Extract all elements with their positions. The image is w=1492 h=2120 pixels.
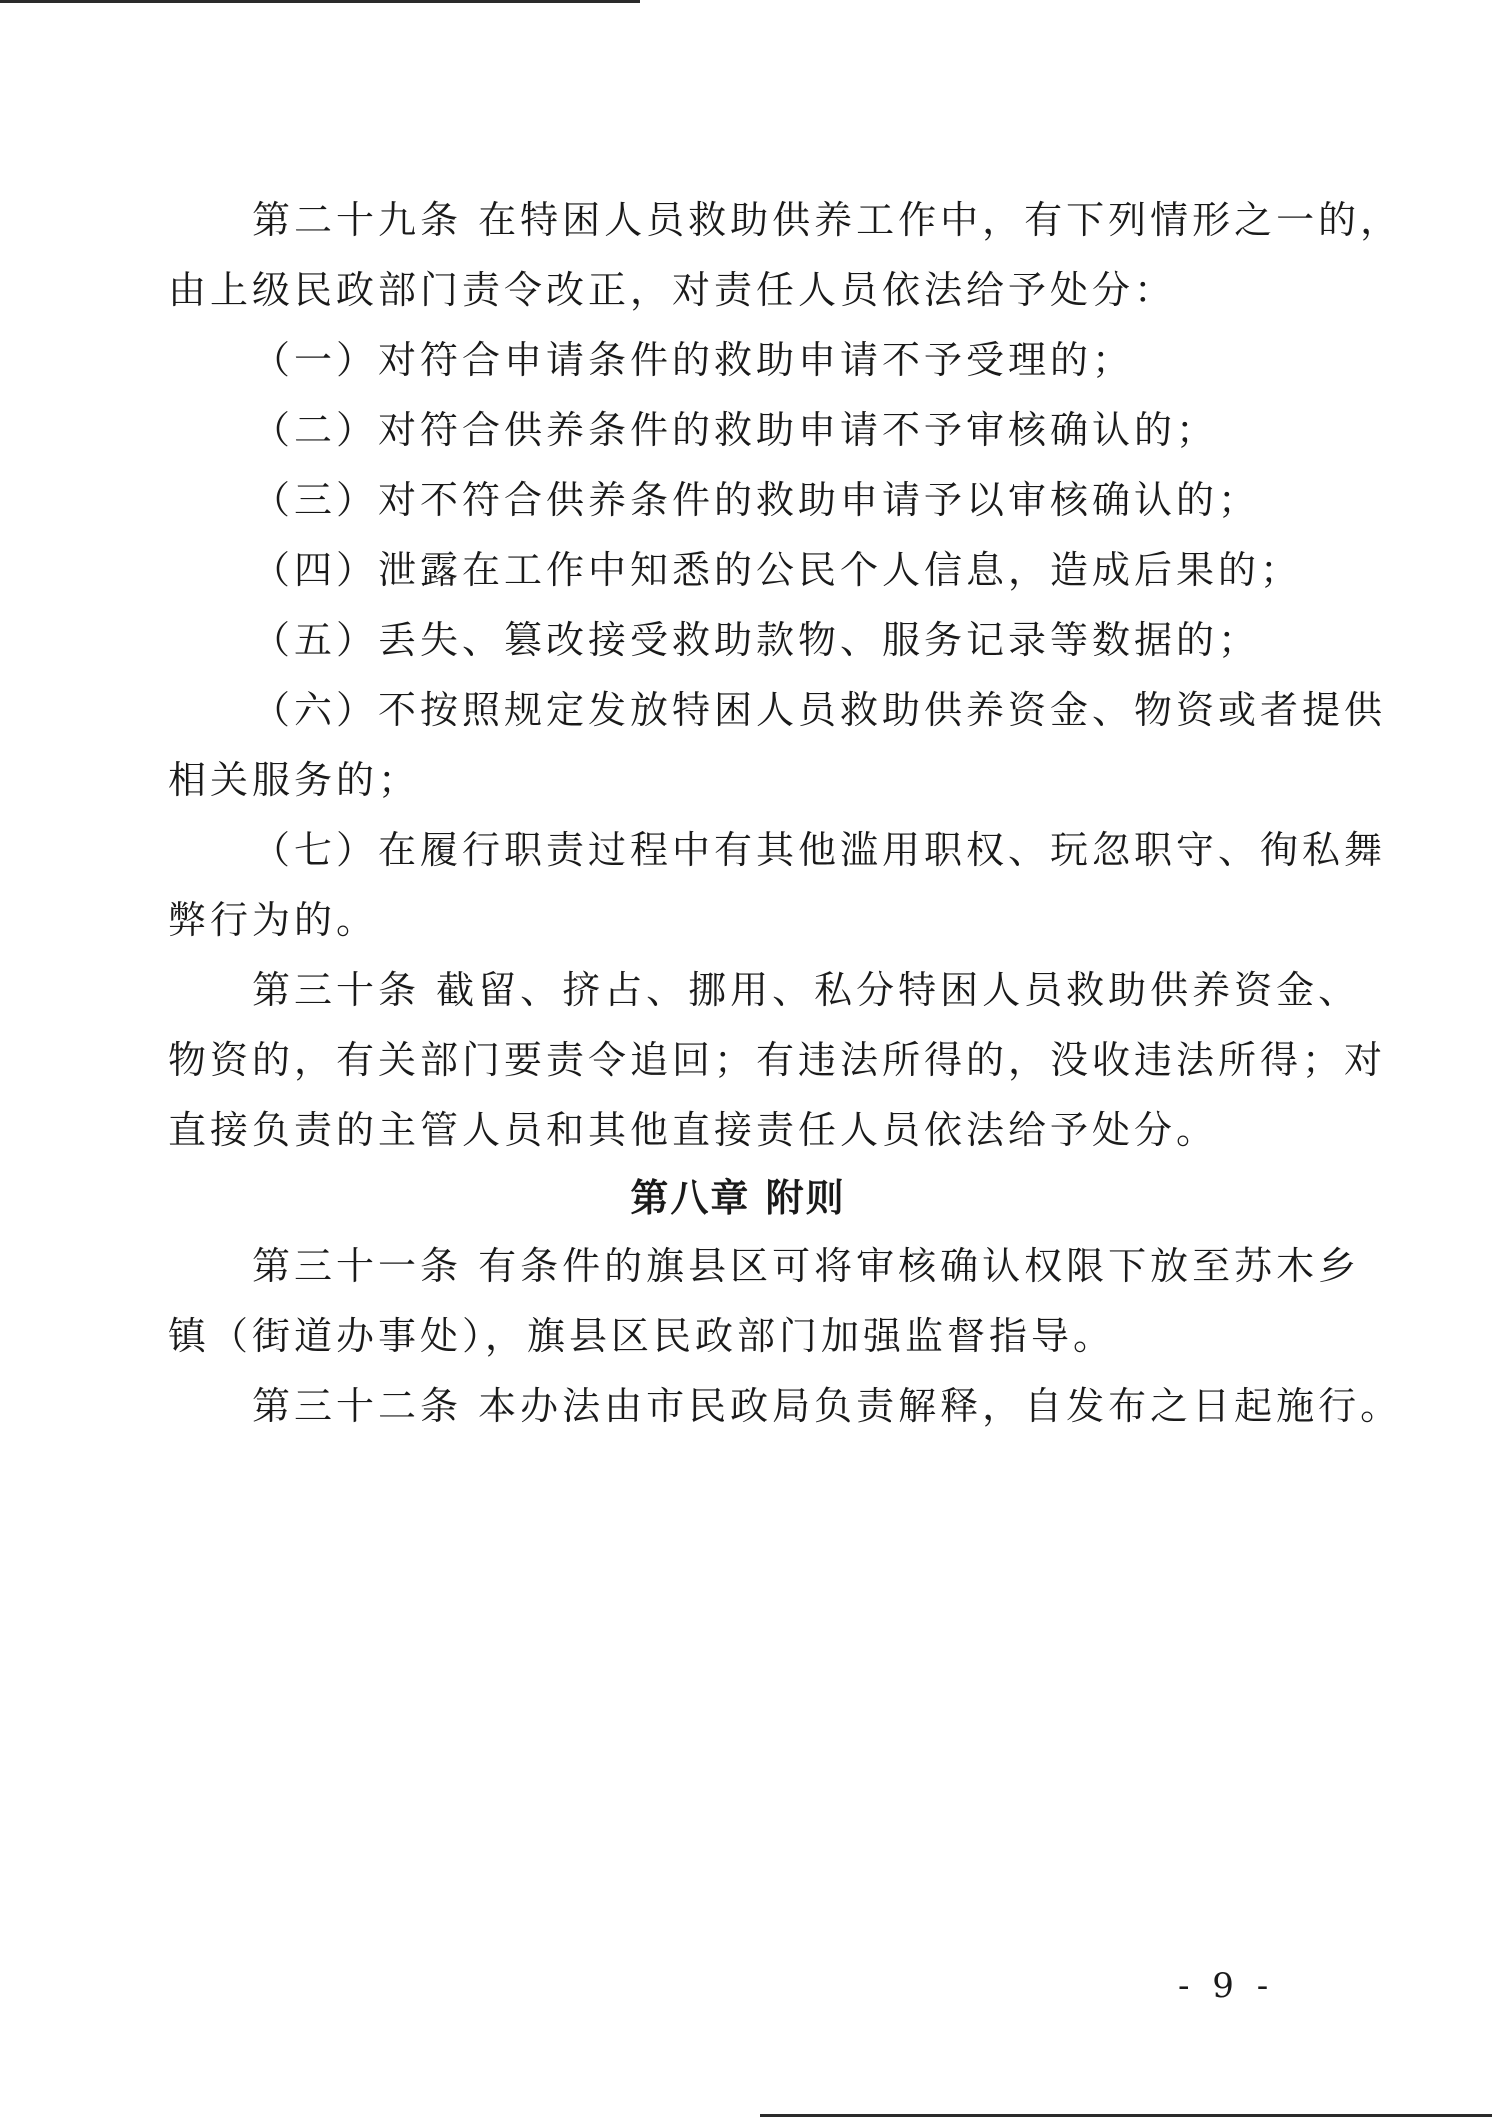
page-number: - 9 - bbox=[1178, 1966, 1275, 2006]
chapter-8-heading: 第八章 附则 bbox=[630, 1176, 846, 1220]
article-29-item-4: （四）泄露在工作中知悉的公民个人信息，造成后果的； bbox=[252, 548, 1303, 592]
article-29-item-3: （三）对不符合供养条件的救助申请予以审核确认的； bbox=[252, 478, 1261, 522]
article-29-line-2: 由上级民政部门责令改正，对责任人员依法给予处分： bbox=[168, 268, 1177, 312]
article-30-line-2: 物资的，有关部门要责令追回；有违法所得的，没收违法所得；对 bbox=[168, 1038, 1387, 1082]
top-border-rule bbox=[0, 0, 640, 3]
bottom-border-rule bbox=[760, 2114, 1492, 2117]
article-29-item-2: （二）对符合供养条件的救助申请不予审核确认的； bbox=[252, 408, 1219, 452]
article-29-item-6-line-1: （六）不按照规定发放特困人员救助供养资金、物资或者提供 bbox=[252, 688, 1387, 732]
article-30-line-1: 第三十条 截留、挤占、挪用、私分特困人员救助供养资金、 bbox=[252, 968, 1361, 1012]
article-29-item-5: （五）丢失、篡改接受救助款物、服务记录等数据的； bbox=[252, 618, 1261, 662]
article-29-item-1: （一）对符合申请条件的救助申请不予受理的； bbox=[252, 338, 1135, 382]
article-29-item-7-line-1: （七）在履行职责过程中有其他滥用职权、玩忽职守、徇私舞 bbox=[252, 828, 1387, 872]
article-29-line-1: 第二十九条 在特困人员救助供养工作中，有下列情形之一的， bbox=[252, 198, 1403, 242]
article-31-line-1: 第三十一条 有条件的旗县区可将审核确认权限下放至苏木乡 bbox=[252, 1244, 1361, 1288]
article-30-line-3: 直接负责的主管人员和其他直接责任人员依法给予处分。 bbox=[168, 1108, 1219, 1152]
article-31-line-2: 镇（街道办事处），旗县区民政部门加强监督指导。 bbox=[168, 1314, 1116, 1358]
article-29-item-7-line-2: 弊行为的。 bbox=[168, 898, 379, 942]
article-29-item-6-line-2: 相关服务的； bbox=[168, 758, 421, 802]
article-32-line-1: 第三十二条 本办法由市民政局负责解释，自发布之日起施行。 bbox=[252, 1384, 1403, 1428]
